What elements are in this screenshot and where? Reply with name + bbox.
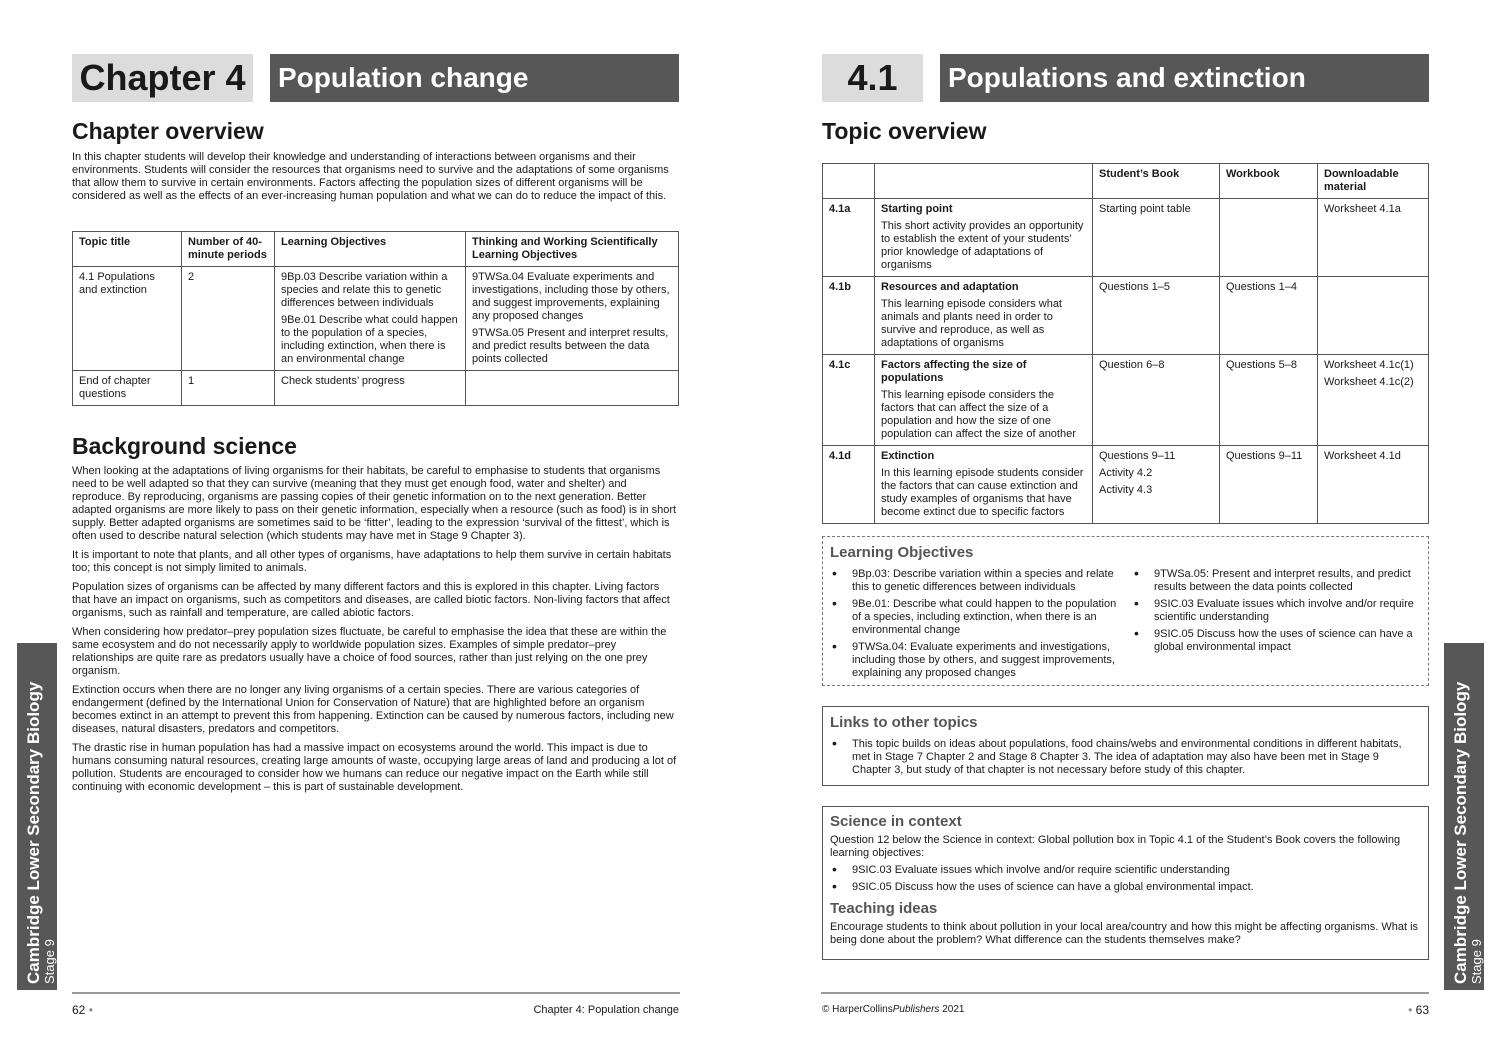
episode-cell [875,277,1093,355]
objective-text: 9Be.01 Describe what could happen to the population of a species, including extinction, when there is an environmental change [281,314,458,365]
copyright-italic: Publishers [892,1004,940,1015]
objective-text: 9TWSa.05 Present and interpret results, and predict results between the data points collected [472,327,669,365]
resource-text: Worksheet 4.1a [1324,203,1401,215]
copyright-year: 2021 [939,1004,965,1015]
page-number: 62 [72,1003,86,1017]
downloadable-cell [1318,355,1429,446]
side-tab-text [1451,682,1484,984]
side-tab-title: Cambridge Lower Secondary Biology [1451,681,1470,984]
episode-description: This short activity provides an opportunity to establish the extent of your students’ prior knowledge of adaptations of organisms [881,220,1084,271]
paragraph: The drastic rise in human population has had a massive impact on ecosystems around the world. This impact is due to humans consuming natural resources, creating large amounts of waste, occupying large areas of land and producing a lot of pollution. Students are encouraged to consider how we humans can reduce our negative impact on the Earth while still continuing with economic development – this is part of sustainable development. [72,742,677,793]
learning-objectives-box [822,536,1429,686]
episode-description: This learning episode considers what animals and plants need in order to survive and reproduce, as well as adaptations of organisms [881,298,1062,349]
list-item: • 9SIC.03 Evaluate issues which involve and/or require scientific understanding [1132,598,1421,624]
objectives-list-right [1132,568,1421,684]
tws-objectives-cell [466,267,679,371]
column-header: Workbook [1220,164,1318,199]
column-header: Student’s Book [1093,164,1220,199]
side-tab-right [1444,643,1484,990]
list-item: • 9Bp.03: Describe variation within a species and relate this to genetic differences between individuals [830,568,1124,594]
resource-text: Questions 1–4 [1226,281,1297,293]
list-item: • 9Be.01: Describe what could happen to the population of a species, including extinction, when there is an environmental change [830,598,1124,637]
periods-cell: 1 [182,371,275,406]
paragraph: When considering how predator–prey population sizes fluctuate, be careful to emphasise the idea that these are within the same ecosystem and do not necessarily apply to worldwide population sizes. Examples of simple predator–prey relationships are quite rare as predators usually have a choice of food sources, rather than just relying on the one prey organism. [72,626,667,677]
page-number: 63 [1415,1003,1429,1017]
episode-code: 4.1d [823,446,875,524]
learning-objectives-cell: Check students’ progress [275,371,466,406]
students-book-cell [1093,199,1220,277]
science-context-intro: Question 12 below the Science in context: Global pollution box in Topic 4.1 of the Student’s Book covers the following learning objectives: [830,834,1401,859]
downloadable-cell [1318,277,1429,355]
side-tab-text [24,682,57,984]
links-list [830,738,1421,777]
column-header: Learning Objectives [275,232,466,267]
objectives-list-left [830,568,1124,684]
episode-code: 4.1a [823,199,875,277]
copyright-prefix: © HarperCollins [822,1004,893,1015]
downloadable-cell [1318,446,1429,524]
workbook-cell [1220,355,1318,446]
episode-description: In this learning episode students consider the factors that can cause extinction and study examples of organisms that have become extinct due to specific factors [881,467,1084,518]
episode-cell [875,355,1093,446]
footer-chapter-title: Chapter 4: Population change [533,1004,679,1016]
page-number-left [72,1003,93,1017]
resource-text: Questions 1–5 [1099,281,1170,293]
chapter-topics-table [72,231,679,406]
list-item: • 9SIC.05 Discuss how the uses of science can have a global environmental impact. [830,881,1421,894]
topic-title-cell: 4.1 Populations and extinction [73,267,182,371]
students-book-cell [1093,446,1220,524]
column-header: Topic title [73,232,182,267]
teaching-ideas-text: Encourage students to think about pollution in your local area/country and how this might be affecting organisms. What is being done about the problem? What difference can the students themselves make? [830,921,1419,946]
episode-cell [875,446,1093,524]
column-header: Downloadable material [1318,164,1429,199]
list-item: • 9TWSa.05: Present and interpret results, and predict results between the data points collected [1132,568,1421,594]
students-book-cell [1093,355,1220,446]
bullet-separator: • [88,1003,93,1017]
tws-objectives-cell [466,371,679,406]
resource-text: Activity 4.2 [1099,467,1153,479]
resource-text: Questions 9–11 [1099,450,1176,462]
chapter-overview-text: In this chapter students will develop their knowledge and understanding of interactions between organisms and their environments. Students will consider the resources that organisms need to survive and the adaptations of some organisms that allow them to survive in certain environments. Factors affecting the population sizes of different organisms will be considered as well as the effects of an ever-increasing human population and what we can do to reduce the impact of this. [72,151,669,202]
resource-text: Questions 9–11 [1226,450,1303,462]
table-header-row [73,232,679,267]
topic-number: 4.1 [822,54,923,102]
list-item: • This topic builds on ideas about populations, food chains/webs and environmental conditions in different habitats, met in Stage 7 Chapter 2 and Stage 8 Chapter 3. The idea of adaptation may also have been met in Stage 9 Chapter 3, but study of that chapter is not necessary before study of this chapter. [830,738,1421,777]
column-header [823,164,875,199]
paragraph: When looking at the adaptations of living organisms for their habitats, be careful to emphasise to students that organisms need to be well adapted so that they can survive (meaning that they must get enough food, water and shelter) and reproduce. By reproducing, organisms are passing copies of their genetic information on to the next generation. Better adapted organisms are more likely to pass on their genetic information, especially when a resource (such as food) is in short supply. Better adapted organisms are sometimes said to be ‘fitter’, leading to the expression ‘survival of the fittest’, which is often used to describe natural selection (which students may have met in Stage 9 Chapter 3). [72,465,677,542]
links-heading: Links to other topics [830,714,978,731]
chapter-title: Population change [270,54,679,102]
copyright [822,1004,964,1015]
background-science-body [72,465,678,800]
table-header-row [823,164,1429,199]
side-tab-subtitle: Stage 9 [1469,939,1484,984]
learning-objectives-cell [275,267,466,371]
column-header: Thinking and Working Scientifically Learning Objectives [466,232,679,267]
table-row [823,446,1429,524]
links-box [822,706,1429,786]
topic-title-cell: End of chapter questions [73,371,182,406]
resource-text: Activity 4.3 [1099,484,1153,496]
paragraph: Extinction occurs when there are no longer any living organisms of a certain species. There are various categories of endangerment (defined by the International Union for Conservation of Nature) that are highlighted before an organism becomes extinct in an attempt to prevent this from happening. Extinction can be caused by numerous factors, including new diseases, natural disasters, predators and competitors. [72,684,674,735]
chapter-label: Chapter 4 [72,54,253,102]
resource-text: Questions 5–8 [1226,359,1297,371]
list-item: • 9SIC.05 Discuss how the uses of science can have a global environmental impact [1132,628,1421,654]
resource-text: Question 6–8 [1099,359,1165,371]
footer-divider [821,992,1429,994]
table-row [73,371,679,406]
side-tab-left [17,643,57,990]
science-context-heading: Science in context [830,813,962,830]
table-row [823,277,1429,355]
resource-text: Worksheet 4.1c(2) [1324,376,1414,388]
paragraph: It is important to note that plants, and all other types of organisms, have adaptations to help them survive in certain habitats too; this concept is not simply limited to animals. [72,549,672,574]
column-header: Number of 40-minute periods [182,232,275,267]
page-number-right [1380,1003,1429,1017]
episode-description: This learning episode considers the factors that can affect the size of a population and how the size of one population can affect the size of another [881,389,1076,440]
resource-text: Worksheet 4.1c(1) [1324,359,1414,371]
teaching-ideas-heading: Teaching ideas [830,900,938,917]
objective-text: 9TWSa.04 Evaluate experiments and investigations, including those by others, and suggest improvements, explaining any proposed changes [472,271,670,322]
column-header [875,164,1093,199]
episode-code: 4.1c [823,355,875,446]
workbook-cell [1220,277,1318,355]
science-context-list [830,864,1421,894]
episode-title: Starting point [881,203,953,215]
episode-code: 4.1b [823,277,875,355]
table-row [73,267,679,371]
episode-cell [875,199,1093,277]
objective-text: 9Bp.03 Describe variation within a species and relate this to genetic differences between individuals [281,271,448,309]
list-item: • 9TWSa.04: Evaluate experiments and investigations, including those by others, and suggest improvements, explaining any proposed changes [830,641,1124,680]
downloadable-cell [1318,199,1429,277]
workbook-cell [1220,446,1318,524]
list-item: • 9SIC.03 Evaluate issues which involve and/or require scientific understanding [830,864,1421,877]
table-row [823,199,1429,277]
episode-title: Factors affecting the size of populations [881,359,1027,384]
chapter-overview-heading: Chapter overview [72,118,264,144]
science-context-box [822,806,1429,960]
bullet-separator: • [1408,1003,1413,1017]
paragraph: Population sizes of organisms can be affected by many different factors and this is explored in this chapter. Living factors that have an impact on organisms, such as competitors and diseases, are called biotic factors. Non-living factors that affect organisms, such as rainfall and temperature, are called abiotic factors. [72,581,670,619]
topic-title: Populations and extinction [940,54,1429,102]
table-row [823,355,1429,446]
footer-divider [72,992,680,994]
learning-objectives-heading: Learning Objectives [830,544,974,561]
students-book-cell [1093,277,1220,355]
resource-text: Worksheet 4.1d [1324,450,1401,462]
background-science-heading: Background science [72,433,297,459]
side-tab-subtitle: Stage 9 [42,939,57,984]
episode-title: Resources and adaptation [881,281,1019,293]
episode-title: Extinction [881,450,935,462]
side-tab-title: Cambridge Lower Secondary Biology [24,681,43,984]
topic-overview-table [822,163,1429,524]
resource-text: Starting point table [1099,203,1191,215]
topic-overview-heading: Topic overview [822,118,987,144]
periods-cell: 2 [182,267,275,371]
workbook-cell [1220,199,1318,277]
